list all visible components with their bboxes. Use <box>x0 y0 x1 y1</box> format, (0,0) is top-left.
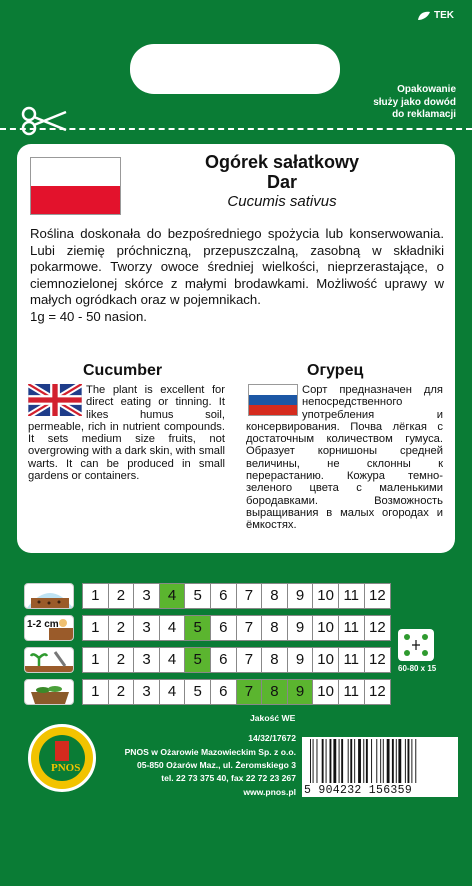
month-cell: 10 <box>313 616 339 640</box>
barcode <box>302 737 458 797</box>
month-cell: 9 <box>288 648 314 672</box>
barcode-number: 5 904232 156359 <box>304 784 413 797</box>
russian-heading: Огурец <box>307 362 364 379</box>
month-cell-active: 5 <box>185 648 211 672</box>
month-cell: 1 <box>83 616 109 640</box>
month-strip <box>82 583 391 609</box>
month-cell-active: 7 <box>237 680 263 704</box>
month-cell: 2 <box>109 616 135 640</box>
month-cell: 6 <box>211 616 237 640</box>
sowing-depth-icon <box>24 615 74 641</box>
spacing-label: 60-80 x 15 <box>398 664 437 673</box>
month-cell: 4 <box>160 648 186 672</box>
month-cell: 7 <box>237 648 263 672</box>
harvest-icon <box>24 679 74 705</box>
month-cell: 8 <box>262 584 288 608</box>
month-cell: 11 <box>339 648 365 672</box>
complaint-note: Opakowanie służy jako dowód do reklamacji <box>373 84 456 120</box>
month-cell: 4 <box>160 616 186 640</box>
month-cell-active: 4 <box>160 584 186 608</box>
month-cell: 12 <box>368 683 386 700</box>
leaf-icon <box>417 11 431 21</box>
month-strip <box>82 679 391 705</box>
product-title <box>127 152 437 212</box>
month-cell: 1 <box>83 584 109 608</box>
cut-line <box>0 128 472 130</box>
description-pl: Roślina doskonała do bezpośredniego spożycia lub konserwowania. Lubi ziemię próchniczną, przepuszczalną, zasobną w składniki pokarmowe. Tworzy owoce średniej wielkości, nieprzerastające, o ciemnozielonej skórce z małymi brodawkami. Możliwość uprawy w małych ogródkach oraz w pojemnikach. 1g = 40 - 50 nasion. <box>30 226 444 324</box>
month-cell: 6 <box>211 584 237 608</box>
russia-flag-icon <box>248 384 298 416</box>
month-cell: 12 <box>368 651 386 668</box>
month-cell: 6 <box>211 648 237 672</box>
hang-hole <box>130 44 340 94</box>
month-cell: 4 <box>160 680 186 704</box>
english-heading: Cucumber <box>83 362 163 379</box>
month-cell: 3 <box>134 680 160 704</box>
month-cell: 2 <box>109 584 135 608</box>
month-cell: 9 <box>288 616 314 640</box>
brand-tag <box>417 10 454 21</box>
month-cell: 11 <box>339 680 365 704</box>
month-cell: 3 <box>134 648 160 672</box>
plant-spacing-icon <box>398 629 434 661</box>
greenhouse-sowing-icon <box>24 583 74 609</box>
month-cell: 12 <box>368 619 386 636</box>
seed-count: 1g = 40 - 50 nasion. <box>30 308 147 324</box>
variety-name: Dar <box>266 172 297 192</box>
month-cell: 10 <box>313 680 339 704</box>
planting-icon <box>24 647 74 673</box>
month-cell: 10 <box>313 648 339 672</box>
month-strip <box>82 647 391 673</box>
brand-tag-text: TEK <box>434 10 454 21</box>
quality-class: Jakość WE <box>250 713 296 723</box>
month-cell: 5 <box>185 584 211 608</box>
month-cell: 8 <box>262 648 288 672</box>
month-cell-active: 9 <box>288 680 314 704</box>
product-name: Ogórek sałatkowy <box>204 152 360 172</box>
calendar-row-depth <box>24 614 391 642</box>
month-cell: 3 <box>134 616 160 640</box>
month-cell: 7 <box>237 584 263 608</box>
month-cell: 11 <box>339 616 365 640</box>
month-cell: 2 <box>109 680 135 704</box>
svg-text:PNOS: PNOS <box>51 762 81 774</box>
month-cell: 6 <box>211 680 237 704</box>
month-cell: 10 <box>313 584 339 608</box>
barcode-bars <box>310 739 450 783</box>
month-cell: 3 <box>134 584 160 608</box>
month-cell: 1 <box>83 680 109 704</box>
calendar-row-sowing <box>24 582 391 610</box>
pnos-logo <box>28 724 96 792</box>
month-cell: 1 <box>83 648 109 672</box>
month-strip <box>82 615 391 641</box>
month-cell-active: 5 <box>185 616 211 640</box>
calendar-row-harvest <box>24 678 391 706</box>
month-cell: 5 <box>185 680 211 704</box>
calendar-row-planting <box>24 646 391 674</box>
description-en: The plant is excellent for direct eating or tinning. It likes humus soil, permeable, rich in nutrient compounds. It sets medium size fruits, not overgrowing with a dark skin, with small warts. It can be produced in small gardens or containers. <box>28 384 225 483</box>
month-cell: 7 <box>237 616 263 640</box>
uk-flag-icon <box>28 384 82 416</box>
info-card <box>17 144 455 553</box>
website-link[interactable]: www.pnos.pl <box>243 786 296 797</box>
month-cell: 11 <box>339 584 365 608</box>
batch-number: 14/32/17672 <box>248 733 296 743</box>
company-address: PNOS w Ożarowie Mazowieckim Sp. z o.o. 05-850 Ożarów Maz., ul. Żeromskiego 3 tel. 22 73 375 40, fax 22 72 23 267 www.pnos.pl <box>125 746 296 799</box>
latin-name: Cucumis sativus <box>227 193 337 210</box>
scissors-icon <box>20 106 70 136</box>
month-cell-active: 8 <box>262 680 288 704</box>
month-cell: 9 <box>288 584 314 608</box>
svg-text:1-2 cm: 1-2 cm <box>27 619 59 630</box>
poland-flag-icon <box>30 157 121 215</box>
description-ru: Сорт предназначен для непосредственного употребления и консервирования. Почва лёгкая с достаточным количеством гумуса. Образует корнишоны средней величины, не склонны к перерастанию. Кожура темно-зеленого цвета с маленькими бородавками. Возможность выращивания в малых огородах и ёмкостях. <box>246 384 443 532</box>
month-cell: 2 <box>109 648 135 672</box>
month-cell: 12 <box>368 587 386 604</box>
month-cell: 8 <box>262 616 288 640</box>
